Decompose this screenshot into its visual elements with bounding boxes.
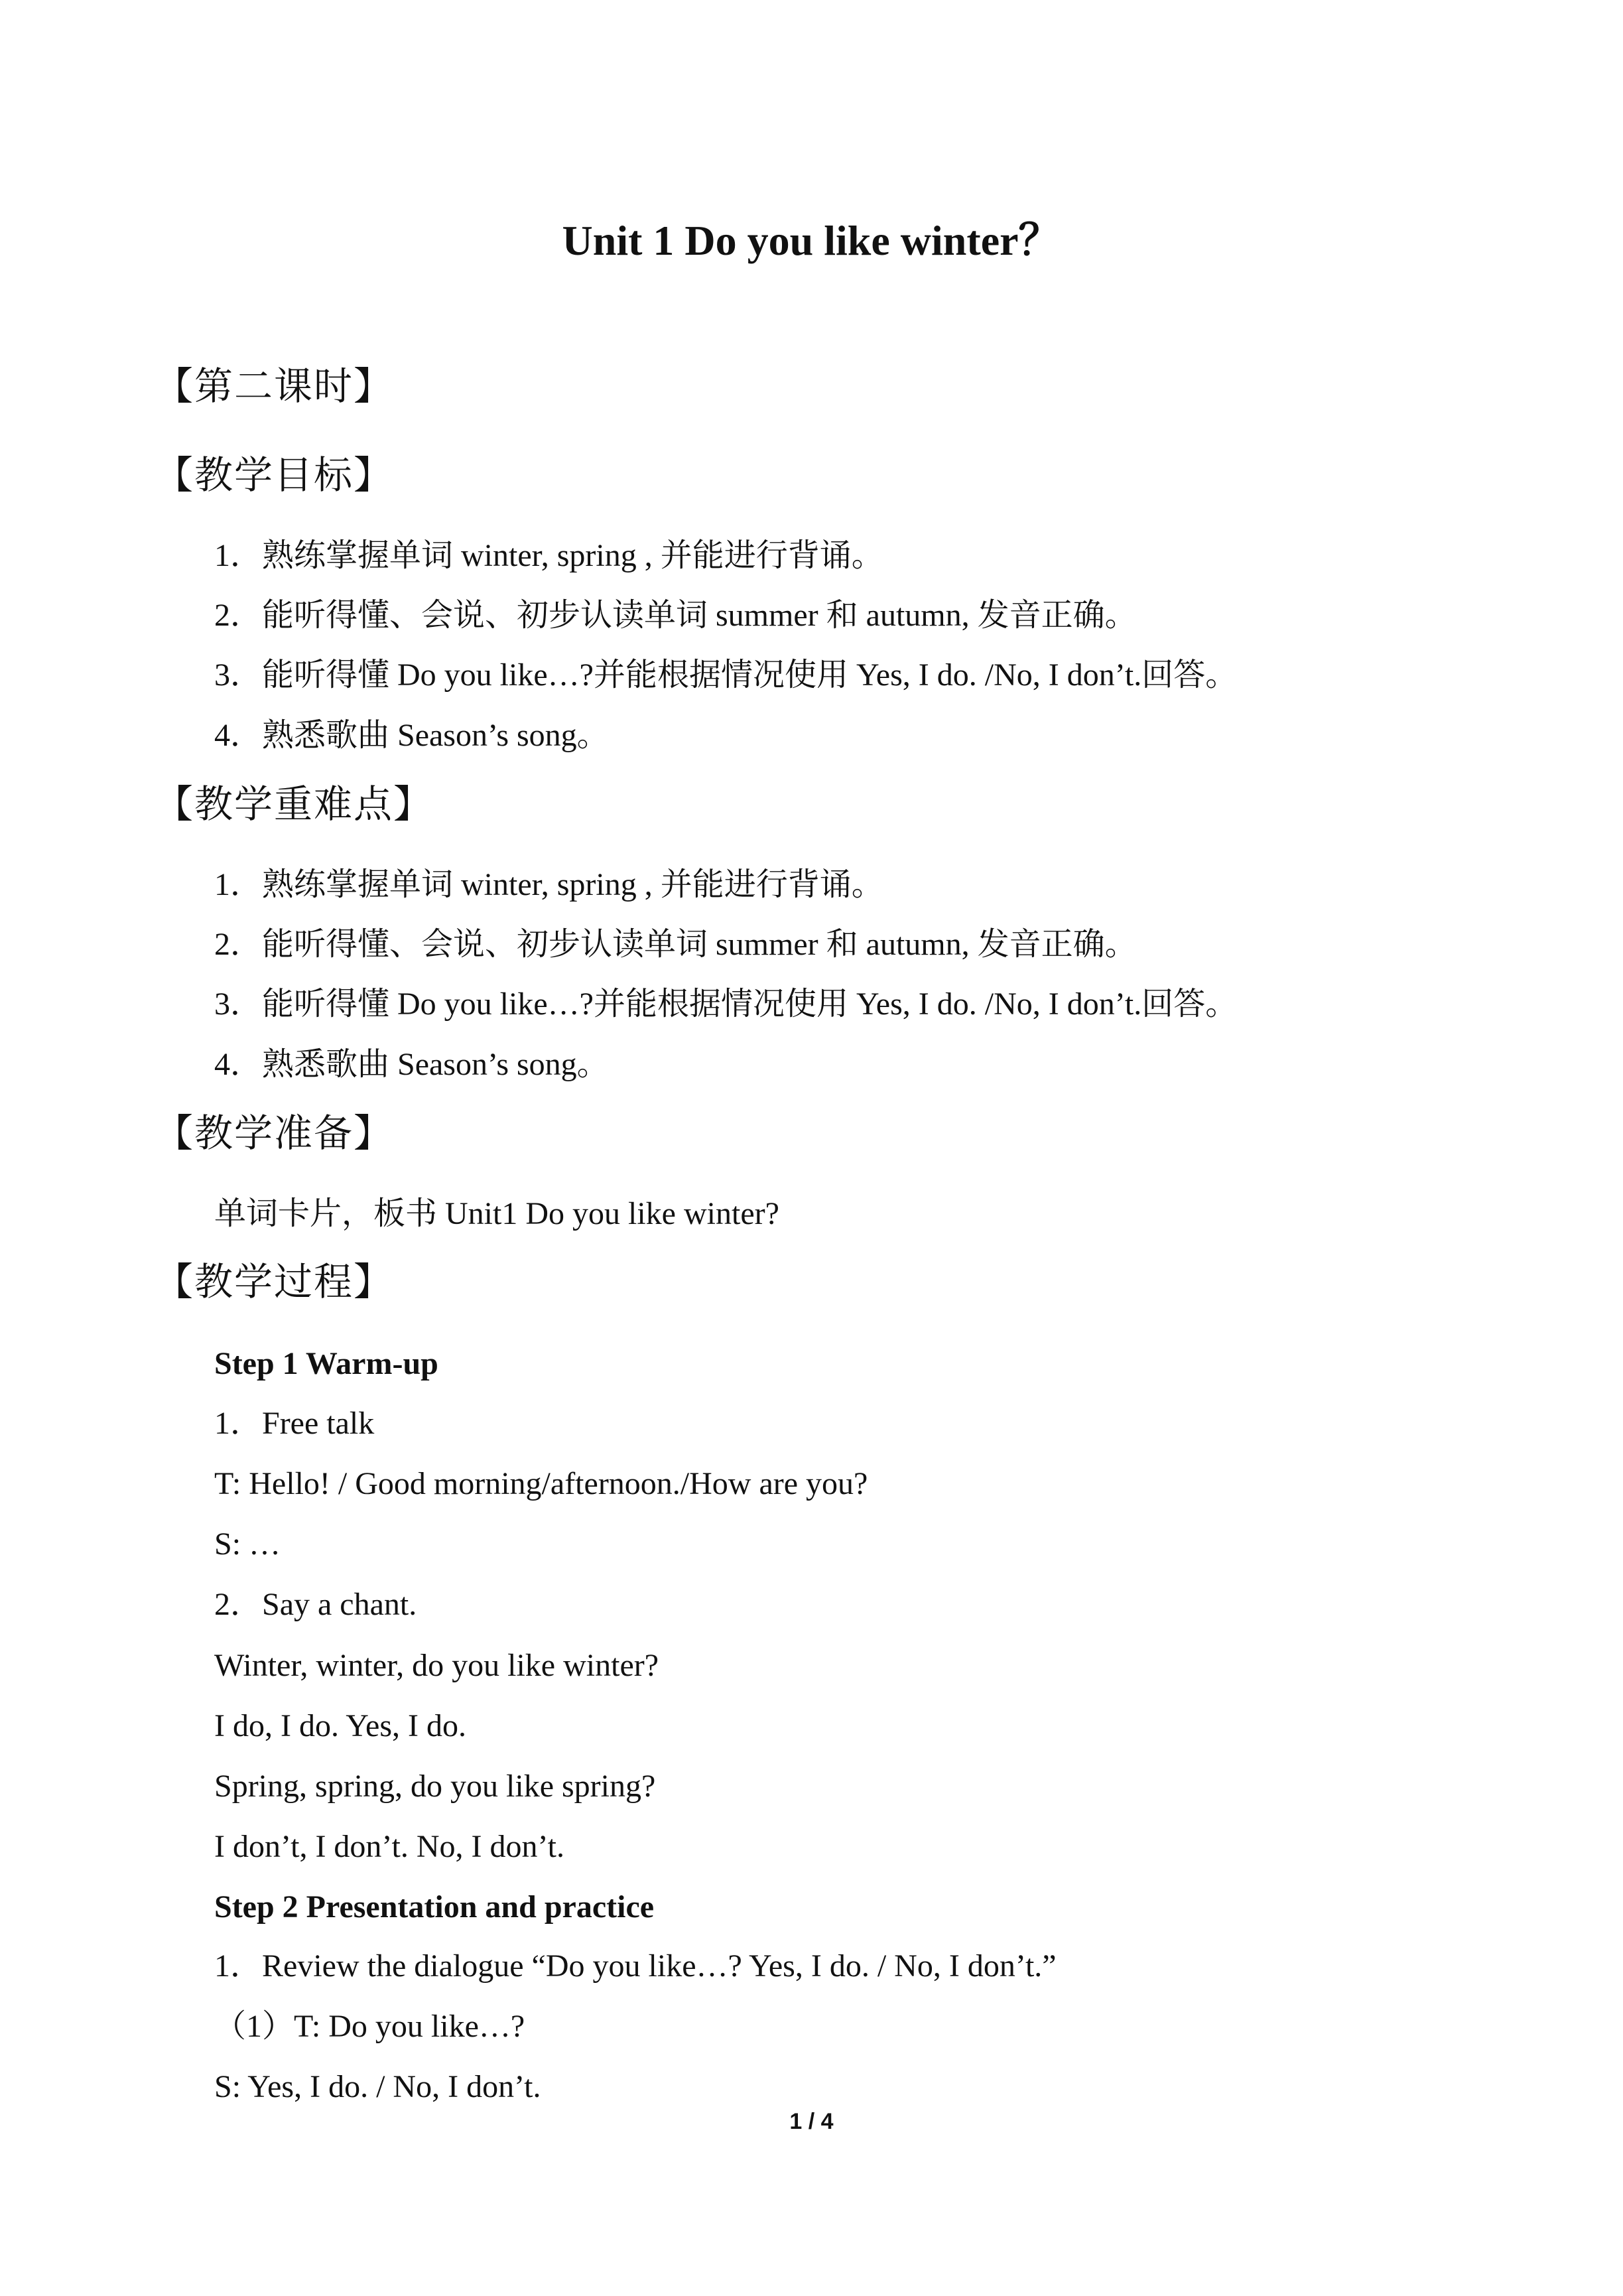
preparation-text: 单词卡片，板书 Unit1 Do you like winter? [214, 1196, 779, 1231]
step2-title: Step 2 Presentation and practice [214, 1889, 655, 1925]
step1-line: T: Hello! / Good morning/afternoon./How are you? [214, 1466, 868, 1501]
step1-line: 1．Free talk [214, 1406, 375, 1441]
key-point-item: 2．能听得懂、会说、初步认读单词 summer 和 autumn, 发音正确。 [214, 927, 1137, 962]
process-heading: 【教学过程】 [155, 1259, 394, 1304]
document-title: Unit 1 Do you like winter？ [562, 217, 1061, 264]
key-points-heading: 【教学重难点】 [155, 781, 434, 827]
lesson-label: 【第二课时】 [155, 364, 394, 409]
preparation-heading: 【教学准备】 [155, 1111, 394, 1156]
step1-line: I do, I do. Yes, I do. [214, 1708, 467, 1743]
objective-item: 3．能听得懂 Do you like…?并能根据情况使用 Yes, I do. /No, I don’t.回答。 [214, 657, 1238, 693]
objectives-heading: 【教学目标】 [155, 452, 394, 498]
step1-line: I don’t, I don’t. No, I don’t. [214, 1829, 564, 1864]
step1-line: Winter, winter, do you like winter? [214, 1648, 659, 1683]
objective-item: 4．熟悉歌曲 Season’s song。 [214, 718, 609, 753]
step1-line: S: … [214, 1526, 281, 1562]
step1-title: Step 1 Warm-up [214, 1346, 438, 1381]
objective-item: 1．熟练掌握单词 winter, spring , 并能进行背诵。 [214, 538, 883, 573]
key-point-item: 4．熟悉歌曲 Season’s song。 [214, 1047, 609, 1082]
objective-item: 2．能听得懂、会说、初步认读单词 summer 和 autumn, 发音正确。 [214, 598, 1137, 633]
step2-line: （1）T: Do you like…? [214, 2009, 525, 2044]
step1-line: Spring, spring, do you like spring? [214, 1769, 656, 1804]
step2-line: S: Yes, I do. / No, I don’t. [214, 2069, 541, 2104]
step2-line: 1．Review the dialogue “Do you like…? Yes, I do. / No, I don’t.” [214, 1948, 1057, 1984]
step1-line: 2．Say a chant. [214, 1587, 417, 1622]
key-point-item: 1．熟练掌握单词 winter, spring , 并能进行背诵。 [214, 867, 883, 902]
page-number: 1 / 4 [789, 2109, 834, 2134]
key-point-item: 3．能听得懂 Do you like…?并能根据情况使用 Yes, I do. /No, I don’t.回答。 [214, 986, 1238, 1022]
